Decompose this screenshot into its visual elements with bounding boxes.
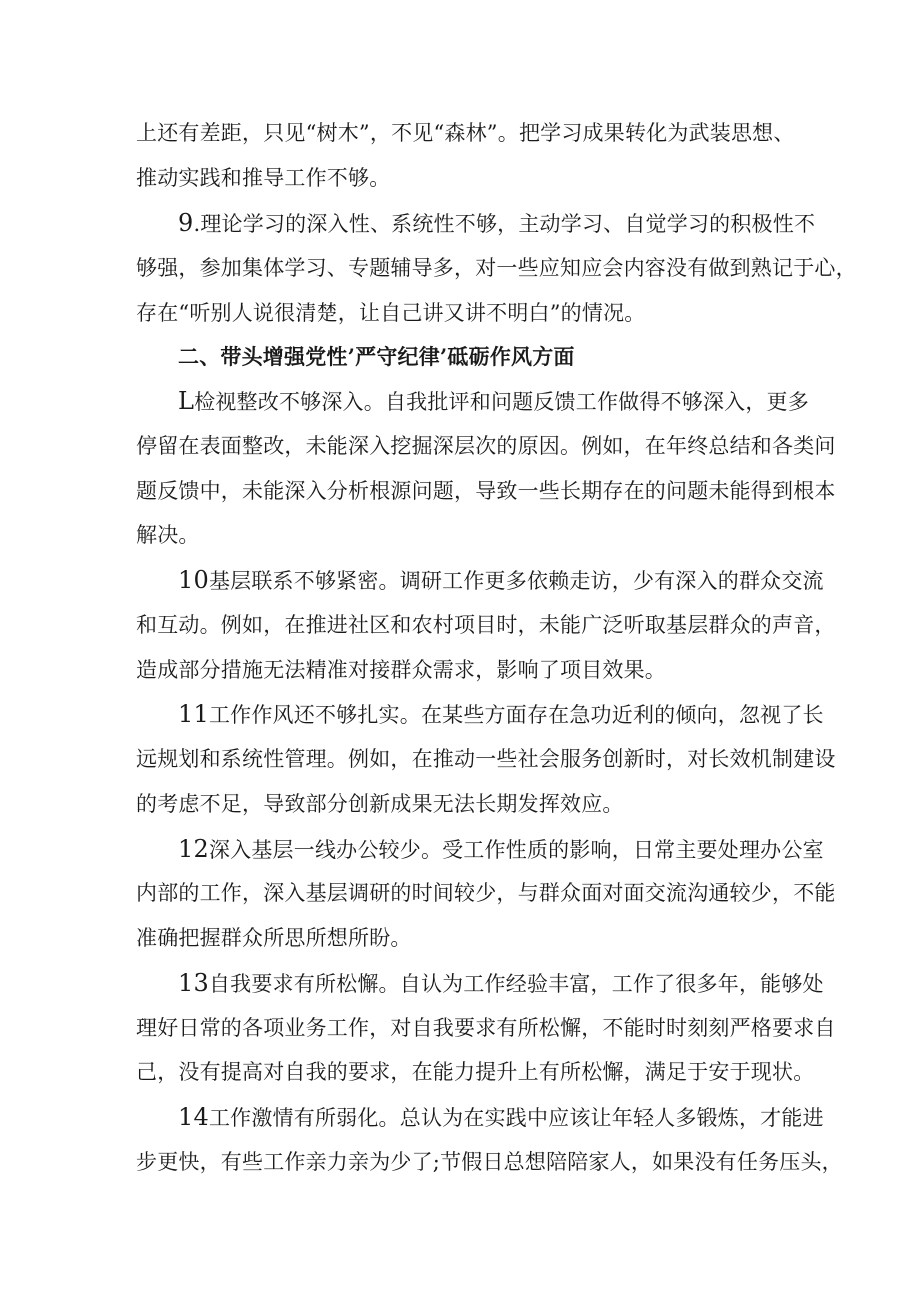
paragraph-line: 停留在表面整改，未能深入挖掘深层次的原因。例如，在年终总结和各类问: [136, 434, 836, 458]
item-number: L: [178, 387, 195, 415]
paragraph-line: 上还有差距，只见“树木”，不见“森林”。把学习成果转化为武装思想、: [136, 121, 795, 145]
paragraph-line: 推动实践和推导工作不够。: [136, 166, 391, 190]
paragraph-first-line: [178, 700, 824, 729]
paragraph-text: .理论学习的深入性、系统性不够，主动学习、自觉学习的积极性不: [193, 212, 816, 236]
paragraph-first-line: [178, 1103, 824, 1132]
item-number: 11: [178, 700, 209, 728]
paragraph-text: 工作作风还不够扎实。在某些方面存在急功近利的倾向，忽视了长: [208, 703, 824, 727]
item-number: 13: [178, 969, 209, 997]
paragraph-text: 深入基层一线办公较少。受工作性质的影响，日常主要处理办公室: [208, 838, 824, 862]
paragraph-line: 的考虑不足，导致部分创新成果无法长期发挥效应。: [136, 792, 624, 816]
paragraph-first-line: [178, 969, 824, 998]
paragraph-line: 够强，参加集体学习、专题辅导多，对一些应知应会内容没有做到熟记于心，: [136, 256, 857, 280]
item-number: 10: [178, 566, 209, 594]
paragraph-first-line: [178, 835, 824, 864]
paragraph-line: 解决。: [136, 523, 200, 547]
paragraph-text: 基层联系不够紧密。调研工作更多依赖走访，少有深入的群众交流: [208, 569, 824, 593]
paragraph-line: 己，没有提高对自我的要求，在能力提升上有所松懈，满足于安于现状。: [136, 1060, 815, 1084]
paragraph-line: 造成部分措施无法精准对接群众需求，影响了项目效果。: [136, 658, 666, 682]
paragraph-line: 存在“听别人说很清楚，让自己讲又讲不明白”的情况。: [136, 301, 646, 325]
paragraph-first-line: [178, 209, 815, 238]
paragraph-first-line: [178, 387, 809, 416]
paragraph-line: 步更快，有些工作亲力亲为少了;节假日总想陪陪家人，如果没有任务压头，: [136, 1150, 843, 1174]
paragraph-line: 远规划和系统性管理。例如，在推动一些社会服务创新时，对长效机制建设: [136, 747, 836, 771]
paragraph-text: 自我要求有所松懈。自认为工作经验丰富，工作了很多年，能够处: [208, 972, 824, 996]
paragraph-text: 工作激情有所弱化。总认为在实践中应该让年轻人多锻炼，才能进: [208, 1106, 824, 1130]
paragraph-text: 检视整改不够深入。自我批评和问题反馈工作做得不够深入，更多: [194, 390, 809, 414]
item-number: 14: [178, 1103, 209, 1131]
paragraph-line: 题反馈中，未能深入分析根源问题，导致一些长期存在的问题未能得到根本: [136, 479, 836, 503]
item-number: 12: [178, 835, 209, 863]
paragraph-line: 和互动。例如，在推进社区和农村项目时，未能广泛听取基层群众的声音，: [136, 613, 836, 637]
paragraph-first-line: [178, 566, 824, 595]
paragraph-line: 内部的工作，深入基层调研的时间较少，与群众面对面交流沟通较少，不能: [136, 881, 836, 905]
paragraph-line: 准确把握群众所思所想所盼。: [136, 926, 412, 950]
paragraph-line: 理好日常的各项业务工作，对自我要求有所松懈，不能时时刻刻严格要求自: [136, 1016, 836, 1040]
section-heading: 二、带头增强党性’严守纪律’砥砺作风方面: [178, 344, 575, 369]
item-number: 9: [178, 209, 194, 237]
